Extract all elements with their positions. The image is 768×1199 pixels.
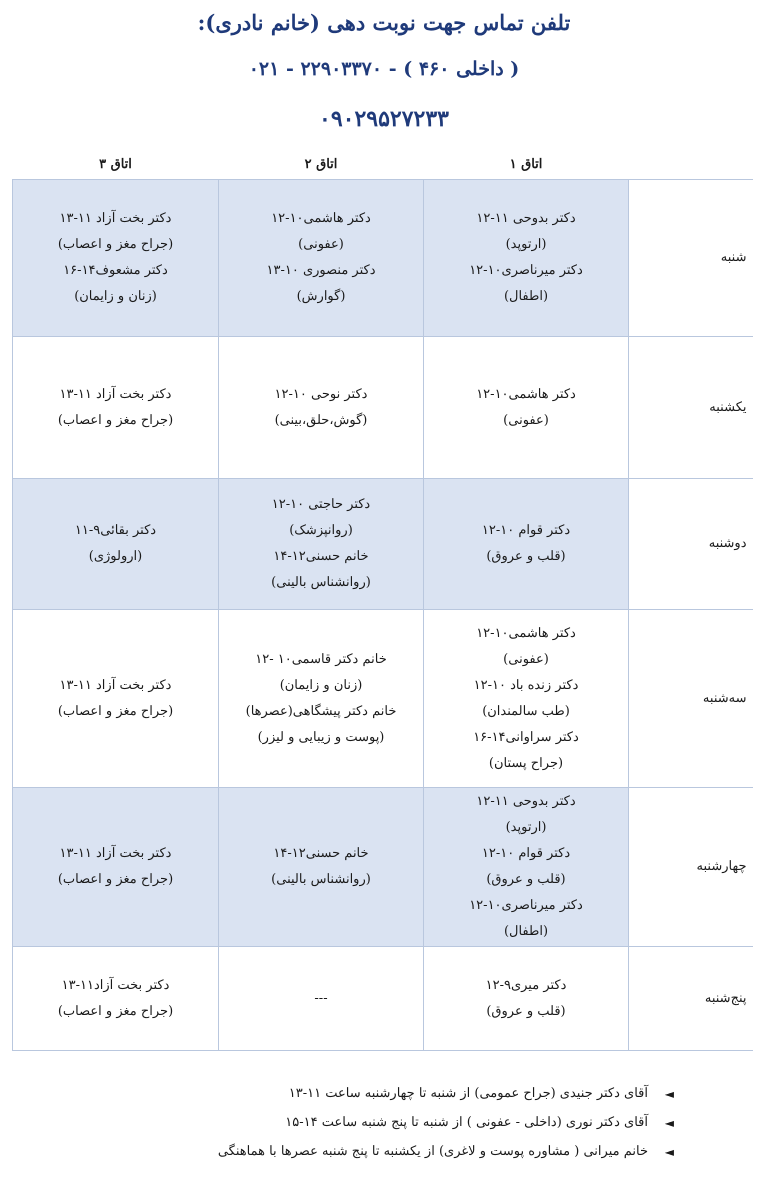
- doctor-line: (اطفال): [503, 924, 549, 939]
- doctor-line: دکتر هاشمی۱۰-۱۲: [271, 211, 371, 226]
- room-1-cell: [424, 479, 629, 610]
- doctor-line: (طب سالمندان): [482, 703, 570, 719]
- schedule-header-row: [13, 150, 753, 180]
- doctor-line: دکتر حاجتی ۱۰-۱۲: [271, 497, 371, 512]
- note-item: [218, 1113, 674, 1133]
- appointment-mobile-number: ۰۹۰۲۹۵۲۷۲۳۳: [319, 106, 449, 132]
- room-1-cell: [424, 337, 629, 479]
- doctor-line: (عفونی): [503, 651, 549, 667]
- doctor-line: دکتر میرناصری۱۰-۱۲: [469, 898, 583, 913]
- doctor-line: دکتر بخت آزاد ۱۱-۱۳: [59, 677, 172, 693]
- note-item: [218, 1084, 674, 1104]
- doctor-line: دکتر بقائی۹-۱۱: [74, 523, 157, 538]
- note-text: آقای دکتر جنیدی (جراح عمومی) از شنبه تا چهارشنبه ساعت ۱۱-۱۳: [288, 1086, 648, 1101]
- doctor-line: دکتر مشعوف۱۴-۱۶: [63, 263, 168, 278]
- room-2-cell: [219, 788, 424, 947]
- room-1-cell: [424, 180, 629, 337]
- room-1-cell: [424, 788, 629, 947]
- doctor-line: (جراح پستان): [488, 755, 564, 771]
- doctor-line: (جراح مغز و اعصاب): [57, 703, 174, 719]
- schedule-row: [13, 947, 753, 1051]
- room-1-cell: [424, 947, 629, 1051]
- doctor-line: خانم حسنی۱۲-۱۴: [273, 549, 369, 564]
- schedule-row: [13, 610, 753, 788]
- room-3-cell: [13, 337, 219, 479]
- room-2-cell: [219, 610, 424, 788]
- room-3-cell: [13, 788, 219, 947]
- doctor-line: (عفونی): [503, 412, 549, 428]
- doctor-line: دکتر بخت آزاد ۱۱-۱۳: [59, 386, 172, 402]
- schedule-table: [12, 150, 753, 1051]
- doctor-line: دکتر بخت آزاد ۱۱-۱۳: [59, 846, 172, 861]
- day-label: سه‌شنبه: [629, 610, 753, 788]
- doctor-line: (قلب و عروق): [486, 1003, 566, 1019]
- doctor-line: خانم دکتر قاسمی۱۰ -۱۲: [255, 651, 387, 667]
- schedule-row: [13, 479, 753, 610]
- doctor-line: (پوست و زیبایی و لیزر): [257, 729, 385, 745]
- doctor-line: (گوارش): [296, 289, 346, 304]
- day-column-header: [629, 150, 753, 180]
- room-3-cell: [13, 180, 219, 337]
- arrow-left-icon: ◄: [664, 1116, 674, 1130]
- doctor-line: (روانشناس بالینی): [271, 872, 371, 887]
- doctor-line: (روانشناس بالینی): [271, 575, 371, 590]
- room-2-header: اتاق ۲: [304, 156, 338, 172]
- doctor-line: دکتر زنده باد ۱۰-۱۲: [473, 677, 579, 693]
- room-3-cell: [13, 947, 219, 1051]
- schedule-row: [13, 788, 753, 947]
- doctor-line: خانم حسنی۱۲-۱۴: [273, 846, 369, 861]
- room-2-cell: [219, 479, 424, 610]
- doctor-line: (گوش،حلق،بینی): [274, 412, 368, 428]
- doctor-line: دکتر میرناصری۱۰-۱۲: [469, 263, 583, 278]
- doctor-line: خانم دکتر پیشگاهی(عصرها): [245, 703, 397, 719]
- day-label: دوشنبه: [629, 479, 753, 610]
- doctor-line: (زنان و زایمان): [74, 289, 157, 304]
- doctor-line: دکتر قوام ۱۰-۱۲: [481, 846, 571, 861]
- room-2-cell: [219, 180, 424, 337]
- schedule-row: [13, 180, 753, 337]
- arrow-left-icon: ◄: [664, 1145, 674, 1159]
- note-text: آقای دکتر نوری (داخلی - عفونی ) از شنبه تا پنج شنبه ساعت ۱۴-۱۵: [285, 1115, 648, 1130]
- doctor-line: (جراح مغز و اعصاب): [57, 412, 174, 428]
- doctor-line: دکتر سراوانی۱۴-۱۶: [473, 729, 579, 745]
- doctor-line: دکتر بدوحی ۱۱-۱۲: [476, 794, 576, 809]
- doctor-line: (قلب و عروق): [486, 872, 566, 887]
- doctor-line: دکتر نوحی ۱۰-۱۲: [274, 386, 368, 402]
- room-1-cell: [424, 610, 629, 788]
- room-2-cell: [219, 947, 424, 1051]
- doctor-line: (ارتوپد): [505, 820, 547, 835]
- day-label: یکشنبه: [629, 337, 753, 479]
- doctor-line: (اطفال): [503, 289, 549, 304]
- doctor-line: دکتر هاشمی۱۰-۱۲: [476, 625, 576, 641]
- doctor-line: (ارولوژی): [88, 549, 143, 564]
- appointment-phone-title: تلفن تماس جهت نوبت دهی (خانم نادری):: [197, 10, 571, 35]
- doctor-line: دکتر بخت آزاد ۱۱-۱۳: [59, 211, 172, 226]
- room-3-header: اتاق ۳: [99, 156, 132, 172]
- doctor-line: (جراح مغز و اعصاب): [57, 1003, 174, 1019]
- room-3-cell: [13, 479, 219, 610]
- doctor-line: ---: [314, 990, 328, 1006]
- note-text: خانم میرانی ( مشاوره پوست و لاغری) از یکشنبه تا پنج شنبه عصرها با هماهنگی: [217, 1144, 648, 1159]
- day-label: چهارشنبه: [629, 788, 753, 947]
- additional-doctors-list: [218, 1084, 674, 1171]
- doctor-line: (عفونی): [298, 237, 344, 252]
- room-3-cell: [13, 610, 219, 788]
- day-label: پنج‌شنبه: [629, 947, 753, 1051]
- doctor-line: دکتر قوام ۱۰-۱۲: [481, 523, 571, 538]
- day-label: شنبه: [629, 180, 753, 337]
- room-1-header: اتاق ۱: [509, 156, 543, 172]
- arrow-left-icon: ◄: [664, 1087, 674, 1101]
- room-2-cell: [219, 337, 424, 479]
- doctor-line: دکتر منصوری ۱۰-۱۳: [266, 263, 376, 278]
- doctor-line: (جراح مغز و اعصاب): [57, 237, 174, 252]
- doctor-line: دکتر هاشمی۱۰-۱۲: [476, 386, 576, 402]
- doctor-line: (قلب و عروق): [486, 549, 566, 564]
- doctor-line: (روانپزشک): [289, 523, 353, 538]
- appointment-phone-number: ( داخلی ۴۶۰ ) - ۲۲۹۰۳۳۷۰ - ۰۲۱: [248, 58, 520, 80]
- doctor-line: دکتر میری۹-۱۲: [485, 977, 567, 993]
- doctor-line: (زنان و زایمان): [279, 677, 363, 693]
- note-item: [218, 1142, 674, 1162]
- schedule-row: [13, 337, 753, 479]
- doctor-line: (جراح مغز و اعصاب): [57, 872, 174, 887]
- doctor-line: دکتر بدوحی ۱۱-۱۲: [476, 211, 576, 226]
- doctor-line: دکتر بخت آزاد۱۱-۱۳: [61, 977, 170, 993]
- doctor-line: (ارتوپد): [505, 237, 547, 252]
